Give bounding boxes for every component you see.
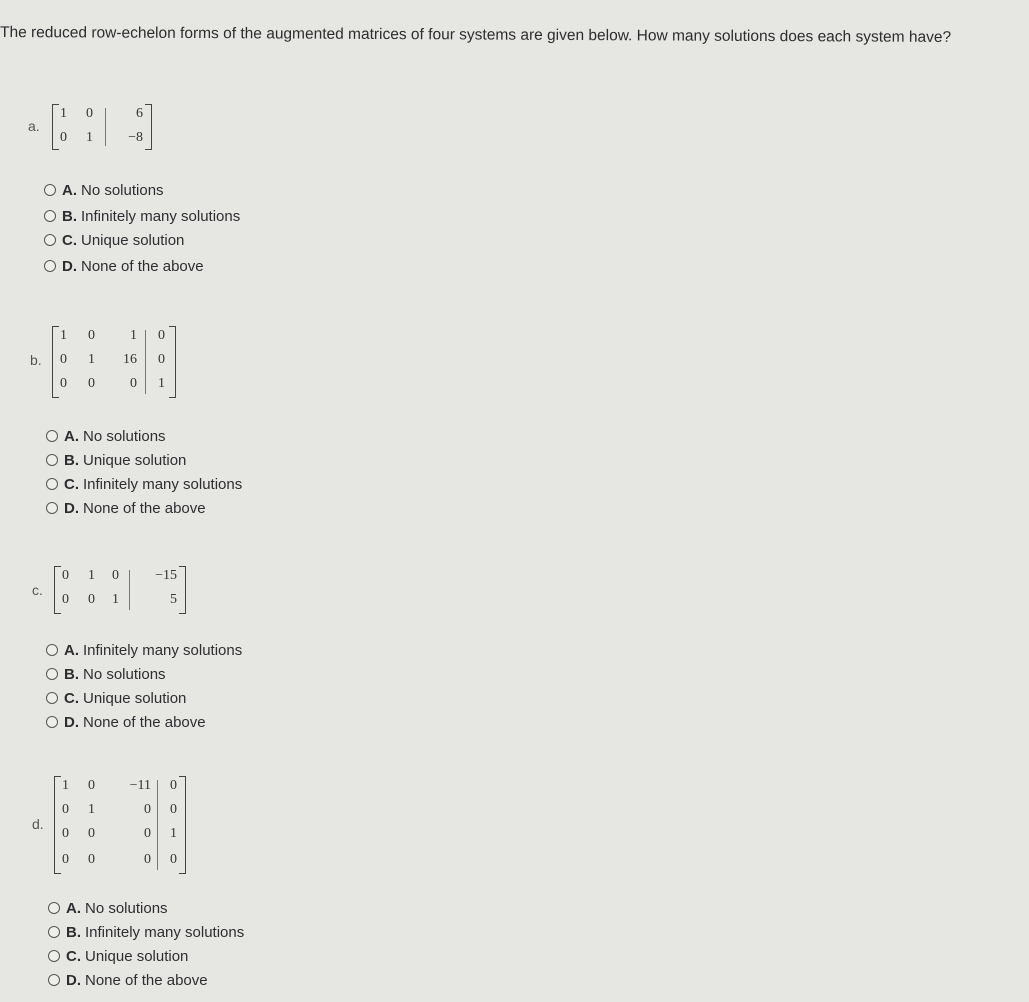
option-d[interactable]: D. None of the above: [44, 254, 240, 278]
option-b[interactable]: B. Infinitely many solutions: [48, 920, 244, 944]
augment-divider: [105, 108, 106, 146]
option-c[interactable]: C. Unique solution: [48, 944, 244, 968]
option-a[interactable]: A. No solutions: [44, 178, 240, 202]
augmented-matrix: [54, 566, 186, 614]
matrix-cell: −11: [129, 778, 151, 793]
radio-icon[interactable]: [46, 454, 58, 466]
question-text: The reduced row-echelon forms of the augmented matrices of four systems are given below. How many solutions does each system have?: [0, 24, 952, 46]
matrix-cell: 1: [112, 592, 119, 607]
radio-icon[interactable]: [46, 716, 58, 728]
part-letter: c.: [32, 582, 43, 598]
matrix-cell: 1: [88, 568, 95, 583]
matrix-cell: 1: [158, 376, 165, 391]
option-a[interactable]: A. No solutions: [48, 896, 244, 920]
matrix-cell: 0: [88, 826, 95, 841]
option-d[interactable]: D. None of the above: [46, 710, 242, 734]
matrix-cell: 0: [88, 376, 95, 391]
matrix-cell: 1: [62, 778, 69, 793]
matrix-cell: 1: [88, 802, 95, 817]
matrix-cell: 0: [88, 592, 95, 607]
matrix-cell: 5: [170, 592, 177, 607]
matrix-cell: 0: [86, 106, 93, 121]
augmented-matrix: [52, 326, 176, 398]
answer-options: [46, 424, 242, 520]
matrix-cell: 16: [123, 352, 137, 367]
matrix-cell: 0: [144, 826, 151, 841]
matrix-cell: −8: [128, 130, 143, 145]
radio-icon[interactable]: [48, 926, 60, 938]
option-a[interactable]: A. No solutions: [46, 424, 242, 448]
matrix-cell: −15: [155, 568, 177, 583]
matrix-cell: 0: [130, 376, 137, 391]
option-c[interactable]: C. Infinitely many solutions: [46, 472, 242, 496]
radio-icon[interactable]: [48, 902, 60, 914]
radio-icon[interactable]: [46, 668, 58, 680]
matrix-cell: 0: [112, 568, 119, 583]
matrix-cell: 0: [62, 568, 69, 583]
radio-icon[interactable]: [48, 950, 60, 962]
radio-icon[interactable]: [46, 502, 58, 514]
option-b[interactable]: B. Infinitely many solutions: [44, 204, 240, 228]
matrix-cell: 0: [88, 328, 95, 343]
matrix-cell: 1: [130, 328, 137, 343]
radio-icon[interactable]: [48, 974, 60, 986]
radio-icon[interactable]: [44, 184, 56, 196]
augment-divider: [157, 780, 158, 870]
matrix-cell: 0: [62, 826, 69, 841]
option-c[interactable]: C. Unique solution: [46, 686, 242, 710]
radio-icon[interactable]: [46, 692, 58, 704]
matrix-cell: 0: [170, 802, 177, 817]
matrix-cell: 0: [158, 352, 165, 367]
augmented-matrix: [52, 104, 152, 150]
part-letter: a.: [28, 118, 40, 134]
radio-icon[interactable]: [44, 260, 56, 272]
matrix-cell: 0: [144, 802, 151, 817]
option-d[interactable]: D. None of the above: [48, 968, 244, 992]
matrix-cell: 0: [158, 328, 165, 343]
matrix-cell: 0: [62, 802, 69, 817]
option-d[interactable]: D. None of the above: [46, 496, 242, 520]
answer-options: [44, 178, 240, 278]
augment-divider: [145, 330, 146, 394]
matrix-cell: 0: [144, 852, 151, 867]
radio-icon[interactable]: [46, 478, 58, 490]
matrix-cell: 1: [60, 106, 67, 121]
part-letter: b.: [30, 352, 42, 368]
matrix-cell: 0: [62, 852, 69, 867]
augmented-matrix: [54, 776, 186, 874]
matrix-cell: 1: [60, 328, 67, 343]
matrix-cell: 0: [62, 592, 69, 607]
matrix-cell: 0: [60, 130, 67, 145]
answer-options: [48, 896, 244, 992]
radio-icon[interactable]: [44, 234, 56, 246]
option-c[interactable]: C. Unique solution: [44, 228, 240, 252]
matrix-cell: 0: [170, 778, 177, 793]
radio-icon[interactable]: [44, 210, 56, 222]
matrix-cell: 6: [136, 106, 143, 121]
matrix-cell: 0: [60, 376, 67, 391]
matrix-cell: 1: [170, 826, 177, 841]
augment-divider: [129, 570, 130, 610]
option-b[interactable]: B. No solutions: [46, 662, 242, 686]
matrix-cell: 0: [60, 352, 67, 367]
option-a[interactable]: A. Infinitely many solutions: [46, 638, 242, 662]
matrix-cell: 1: [88, 352, 95, 367]
radio-icon[interactable]: [46, 644, 58, 656]
answer-options: [46, 638, 242, 734]
matrix-cell: 1: [86, 130, 93, 145]
matrix-cell: 0: [88, 778, 95, 793]
part-letter: d.: [32, 816, 44, 832]
matrix-cell: 0: [170, 852, 177, 867]
radio-icon[interactable]: [46, 430, 58, 442]
matrix-cell: 0: [88, 852, 95, 867]
option-b[interactable]: B. Unique solution: [46, 448, 242, 472]
